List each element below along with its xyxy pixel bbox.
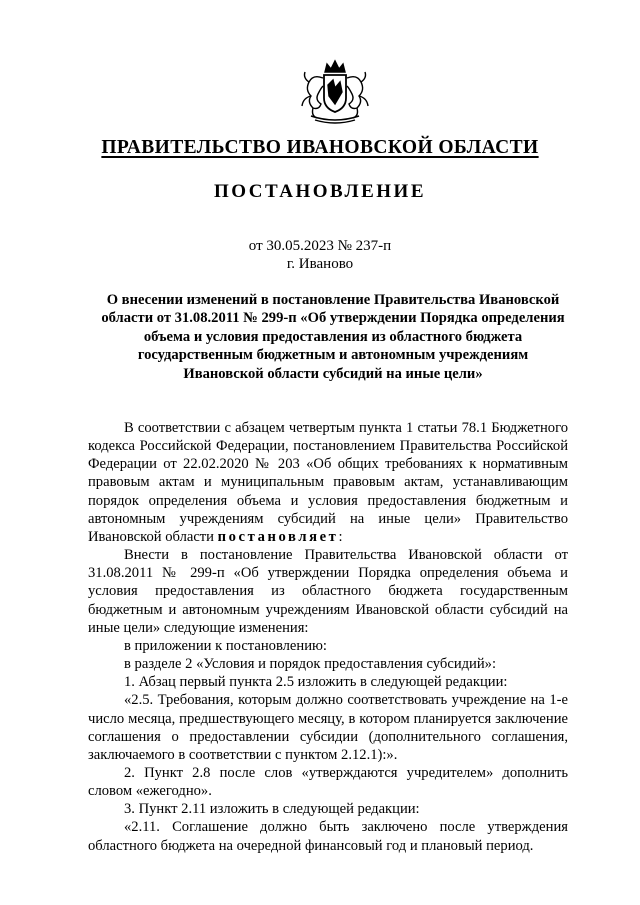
document-type: ПОСТАНОВЛЕНИЕ (213, 181, 427, 202)
document-body (88, 419, 568, 855)
decree-word: постановляет (217, 528, 339, 545)
paragraph: 1. Абзац первый пункта 2.5 изложить в следующей редакции: (124, 674, 508, 691)
paragraph: Внести в постановление Правительства Ивановской области от 31.08.2011 № 299-п «Об утверждении Порядка определения объема и условия предоставления из областного бюджета государственным бюджетным и автономным учреждениям Ивановской области субсидий на иные цели» следующие изменения: (88, 547, 568, 636)
document-city: г. Иваново (286, 256, 354, 272)
paragraph: 3. Пункт 2.11 изложить в следующей редакции: (124, 801, 420, 818)
paragraph: в разделе 2 «Условия и порядок предоставления субсидий»: (124, 656, 497, 673)
organization-name: ПРАВИТЕЛЬСТВО ИВАНОВСКОЙ ОБЛАСТИ (101, 137, 539, 158)
paragraph: в приложении к постановлению: (124, 637, 327, 654)
paragraph: «2.11. Соглашение должно быть заключено после утверждения областного бюджета на очередной финансовый год и плановый период. (88, 819, 568, 854)
paragraph: «2.5. Требования, которым должно соответствовать учреждение на 1-е число месяца, предшествующего месяцу, в котором планируется заключение соглашения о предоставлении субсидии (дополнительного соглашения, заключаемого в соответствии с пунктом 2.12.1):». (88, 692, 568, 763)
paragraph: 2. Пункт 2.8 после слов «утверждаются учредителем» дополнить словом «ежегодно». (88, 764, 568, 800)
document-date-number: от 30.05.2023 № 237-п (248, 238, 392, 254)
paragraph-preamble: В соответствии с абзацем четвертым пункта 1 статьи 78.1 Бюджетного кодекса Российской Федерации, постановлением Правительства Российской Федерации от 22.02.2020 № 203 «Об общих требованиях к нормативным правовым актам и муниципальным правовым актам, устанавливающим порядок определения объема и условия предоставления бюджетным и автономным учреждениям субсидий на иные цели» Правительство Ивановской области постановляет: (88, 420, 568, 545)
coat-of-arms-icon (297, 58, 373, 126)
document-title: О внесении изменений в постановление Правительства Ивановской области от 31.08.2011 № 299-п «Об утверждении Порядка определения объема и условия предоставления из областного бюджета государственным бюджетным и автономным учреждениям Ивановской области субсидий на иные цели» (101, 292, 565, 382)
